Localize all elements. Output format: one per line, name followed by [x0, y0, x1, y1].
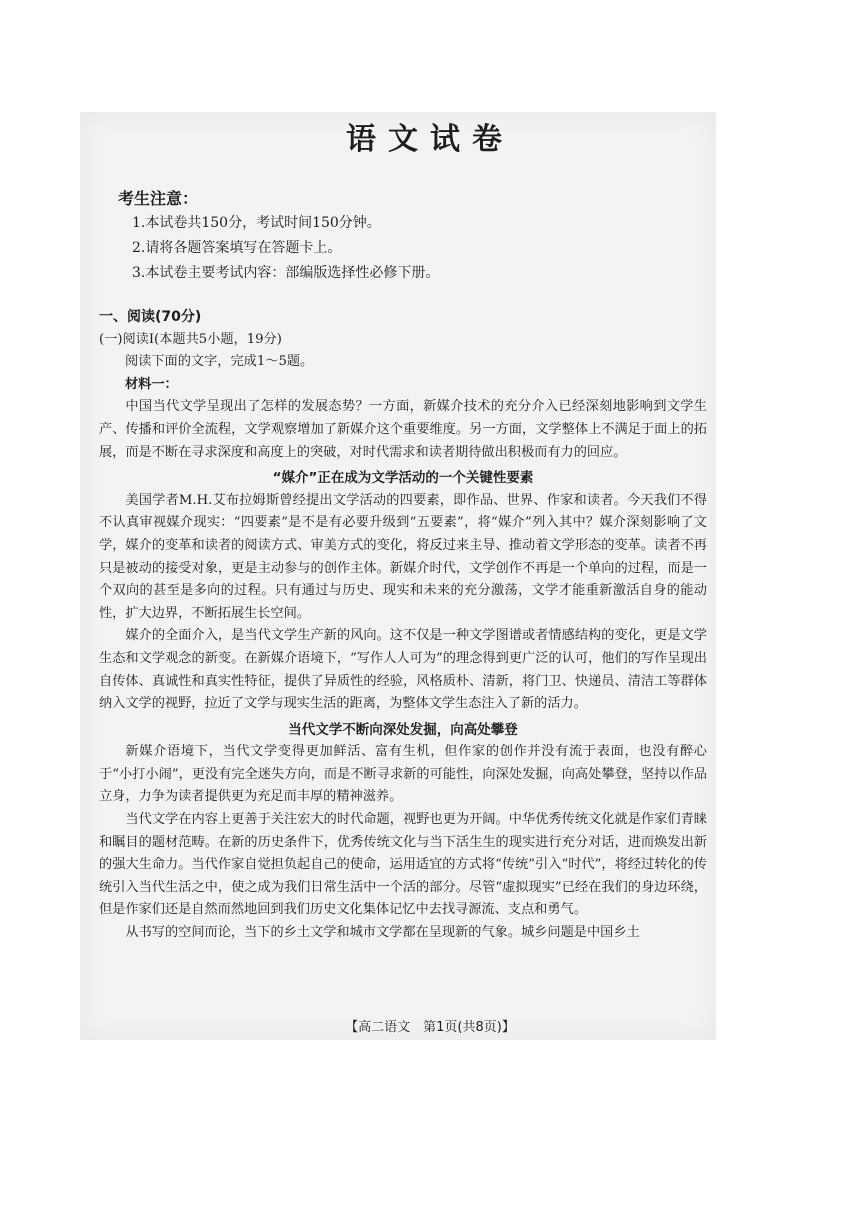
notice-item: 2.请将各题答案填写在答题卡上。	[132, 240, 342, 256]
notice-heading: 考生注意：	[118, 189, 199, 208]
page-title: 语文试卷	[346, 122, 514, 157]
material-label: 材料一：	[125, 376, 178, 392]
reading-section	[99, 306, 707, 945]
notice-item: 3.本试卷主要考试内容：部编版选择性必修下册。	[132, 265, 440, 281]
paragraph: 美国学者M.H.艾布拉姆斯曾经提出文学活动的四要素，即作品、世界、作家和读者。今天我们不得不认真审视媒介现实：“四要素”是不是有必要升级到“五要素”，将“媒介”列入其中？媒介深刻影响了文学，媒介的变革和读者的阅读方式、审美方式的变化，将反过来主导、推动着文学形态的变革。读者不再只是被动的接受对象，更是主动参与的创作主体。新媒介时代，文学创作不再是一个单向的过程，而是一个双向的甚至是多向的过程。只有通过与历史、现实和未来的充分激荡，文学才能重新激活自身的能动性，扩大边界，不断拓展生长空间。	[99, 492, 707, 621]
paragraph: 从书写的空间而论，当下的乡土文学和城市文学都在呈现新的气象。城乡问题是中国乡土	[125, 925, 640, 941]
article-subheading: “媒介”正在成为文学活动的一个关键性要素	[272, 470, 534, 487]
paragraph: 中国当代文学呈现出了怎样的发展态势？一方面，新媒介技术的充分介入已经深刻地影响到文学生产、传播和评价全流程，文学观察增加了新媒介这个重要维度。另一方面，文学整体上不满足于面上的拓展，而是不断在寻求深度和高度上的突破，对时代需求和读者期待做出积极而有力的回应。	[99, 399, 707, 460]
subsection-heading: (一)阅读Ⅰ(本题共5小题，19分)	[99, 331, 282, 347]
paragraph: 媒介的全面介入，是当代文学生产新的风向。这不仅是一种文学图谱或者情感结构的变化，更是文学生态和文学观念的新变。在新媒介语境下，“写作人人可为”的理念得到更广泛的认可，他们的写作呈现出自传体、真诚性和真实性特征，提供了异质性的经验，风格质朴、清新，将门卫、快递员、清洁工等群体纳入文学的视野，拉近了文学与现实生活的距离，为整体文学生态注入了新的活力。	[99, 628, 707, 712]
notice-item: 1.本试卷共150分，考试时间150分钟。	[132, 215, 381, 231]
paragraph: 当代文学在内容上更善于关注宏大的时代命题，视野也更为开阔。中华优秀传统文化就是作家们青睐和瞩目的题材范畴。在新的历史条件下，优秀传统文化与当下活生生的现实进行充分对话，进而焕发出新的强大生命力。当代作家自觉担负起自己的使命，运用适宜的方式将“传统”引入“时代”，将经过转化的传统引入当代生活之中，使之成为我们日常生活中一个活的部分。尽管“虚拟现实”已经在我们的身边环绕，但是作家们还是自然而然地回到我们历史文化集体记忆中去找寻源流、支点和勇气。	[99, 812, 707, 918]
page-footer: 【高二语文 第1页(共8页)】	[345, 1020, 515, 1035]
article-subheading: 当代文学不断向深处发掘，向高处攀登	[288, 721, 518, 738]
section-heading: 一、阅读(70分)	[99, 309, 202, 325]
paragraph: 新媒介语境下，当代文学变得更加鲜活、富有生机，但作家的创作并没有流于表面，也没有醉心于“小打小闹”，更没有完全迷失方向，而是不断寻求新的可能性，向深处发掘，向高处攀登，坚持以作品立身，力争为读者提供更为充足而丰厚的精神滋养。	[99, 744, 707, 805]
exam-notice	[118, 186, 678, 286]
instruction-text: 阅读下面的文字，完成1～5题。	[125, 354, 314, 370]
